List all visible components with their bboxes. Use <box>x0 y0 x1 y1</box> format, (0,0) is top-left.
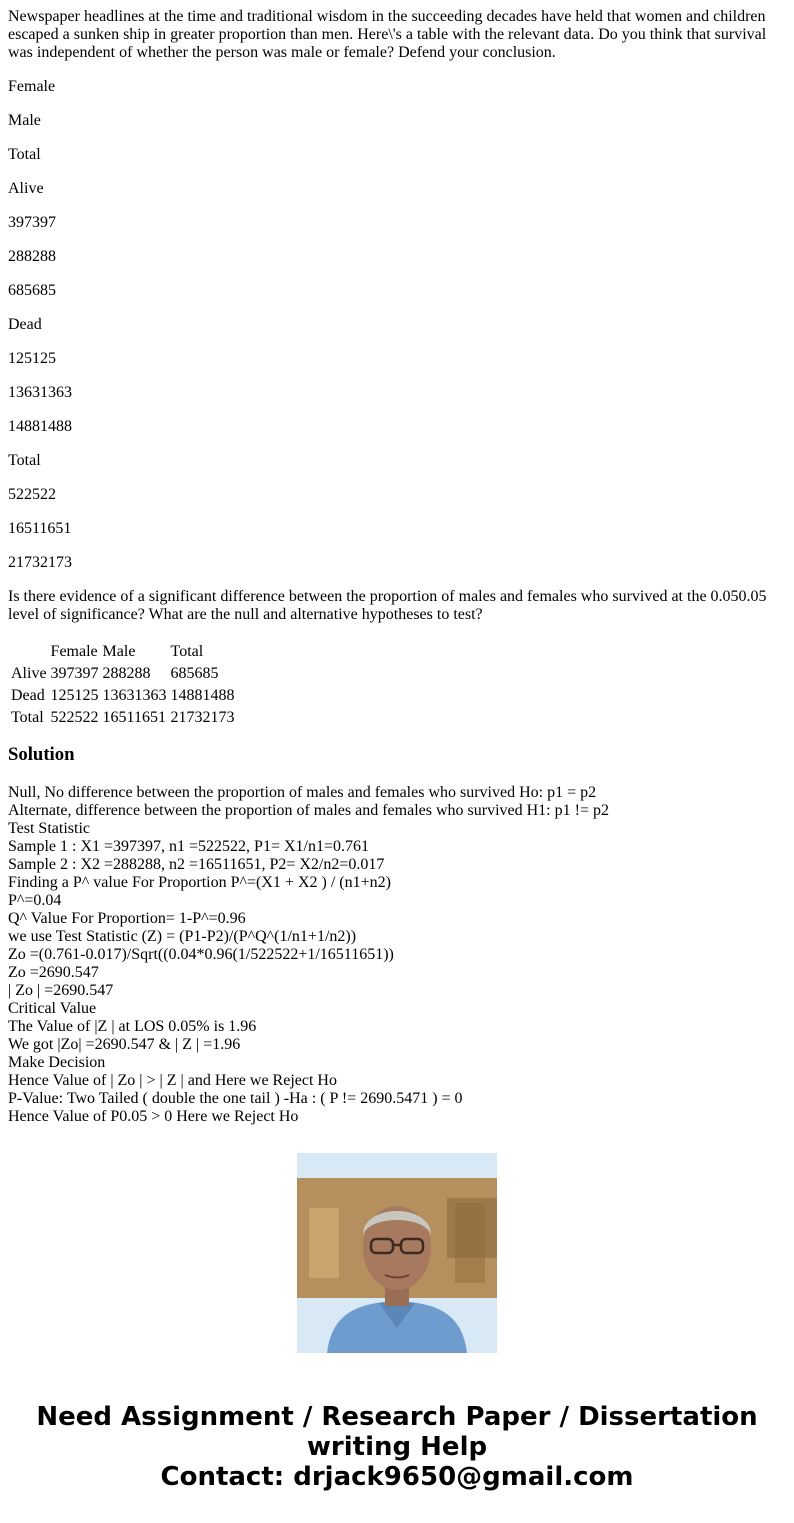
table-cell-paragraph: 14881488 <box>8 418 72 435</box>
table-cell: 14881488 <box>170 687 235 704</box>
solution-body <box>8 784 786 1125</box>
table-cell: Alive <box>11 665 47 682</box>
table-cell: 21732173 <box>170 709 235 726</box>
solution-line: Zo =2690.547 <box>8 964 99 981</box>
solution-line: P-Value: Two Tailed ( double the one tail ) -Ha : ( P != 2690.5471 ) = 0 <box>8 1090 463 1107</box>
table-cell-paragraph: Total <box>8 452 41 469</box>
author-avatar <box>297 1153 497 1353</box>
table-cell-paragraph: 288288 <box>8 248 56 265</box>
table-cell: Dead <box>11 687 45 704</box>
author-portrait-icon <box>297 1153 497 1353</box>
solution-line: We got |Zo| =2690.547 & | Z | =1.96 <box>8 1036 241 1053</box>
solution-line: Alternate, difference between the proportion of males and females who survived H1: p1 != p2 <box>8 802 609 819</box>
table-cell-paragraph: Male <box>8 112 41 129</box>
table-cell-paragraph: 685685 <box>8 282 56 299</box>
solution-line: Sample 1 : X1 =397397, n1 =522522, P1= X1/n1=0.761 <box>8 838 369 855</box>
footer-line-1: Need Assignment / Research Paper / Dissertation <box>36 1402 758 1432</box>
solution-line: Null, No difference between the proportion of males and females who survived Ho: p1 = p2 <box>8 784 597 801</box>
solution-line: Zo =(0.761-0.017)/Sqrt((0.04*0.96(1/522522+1/16511651)) <box>8 946 394 963</box>
table-row <box>10 664 236 684</box>
table-cell-paragraph: 21732173 <box>8 554 72 571</box>
table-cell-paragraph: 13631363 <box>8 384 72 401</box>
solution-line: The Value of |Z | at LOS 0.05% is 1.96 <box>8 1018 257 1035</box>
table-cell-paragraph: 16511651 <box>8 520 72 537</box>
table-cell-paragraph: Dead <box>8 316 42 333</box>
solution-line: Make Decision <box>8 1054 106 1071</box>
table-cell: 522522 <box>50 709 99 726</box>
table-cell: 288288 <box>102 665 151 682</box>
table-cell-paragraph: 397397 <box>8 214 56 231</box>
question-text: Newspaper headlines at the time and traditional wisdom in the succeeding decades have held that women and children escaped a sunken ship in greater proportion than men. Here\'s a table with the relevant data. Do you think that survival was independent of whether the person was male or female? Defend your conclusion. <box>8 8 767 61</box>
footer-banner <box>0 1402 794 1492</box>
solution-line: Hence Value of P0.05 > 0 Here we Reject Ho <box>8 1108 299 1125</box>
table-cell: Total <box>170 643 204 660</box>
table-cell: Total <box>11 709 44 726</box>
table-header-row <box>10 642 236 662</box>
solution-line: Critical Value <box>8 1000 97 1017</box>
table-cell-paragraph: Total <box>8 146 41 163</box>
solution-line: we use Test Statistic (Z) = (P1-P2)/(P^Q^(1/n1+1/n2)) <box>8 928 357 945</box>
table-cell: 13631363 <box>102 687 167 704</box>
table-cell-paragraph: 125125 <box>8 350 56 367</box>
table-cell: Female <box>50 643 98 660</box>
table-row <box>10 686 236 706</box>
table-cell: Male <box>102 643 136 660</box>
footer-line-2: writing Help <box>306 1432 488 1462</box>
table-cell: 397397 <box>50 665 99 682</box>
solution-line: Finding a P^ value For Proportion P^=(X1 + X2 ) / (n1+n2) <box>8 874 391 891</box>
solution-heading: Solution <box>8 744 75 765</box>
solution-line: | Zo | =2690.547 <box>8 982 114 999</box>
solution-line: Sample 2 : X2 =288288, n2 =16511651, P2= X2/n2=0.017 <box>8 856 385 873</box>
table-cell: 125125 <box>50 687 99 704</box>
table-cell <box>10 642 48 662</box>
solution-line: Hence Value of | Zo | > | Z | and Here we Reject Ho <box>8 1072 337 1089</box>
table-row <box>10 708 236 728</box>
data-table <box>8 640 238 730</box>
solution-line: Q^ Value For Proportion= 1-P^=0.96 <box>8 910 246 927</box>
hypothesis-question: Is there evidence of a significant difference between the proportion of males and females who survived at the 0.050.05 level of significance? What are the null and alternative hypotheses to test? <box>8 588 767 623</box>
table-cell-paragraph: Alive <box>8 180 44 197</box>
table-cell-paragraph: 522522 <box>8 486 56 503</box>
solution-line: Test Statistic <box>8 820 90 837</box>
table-cell: 685685 <box>170 665 219 682</box>
main-content <box>8 8 786 1125</box>
footer-contact: Contact: drjack9650@gmail.com <box>160 1462 634 1492</box>
solution-line: P^=0.04 <box>8 892 62 909</box>
table-cell-paragraph: Female <box>8 78 56 95</box>
table-cell: 16511651 <box>102 709 166 726</box>
paragraph-list <box>8 78 786 572</box>
